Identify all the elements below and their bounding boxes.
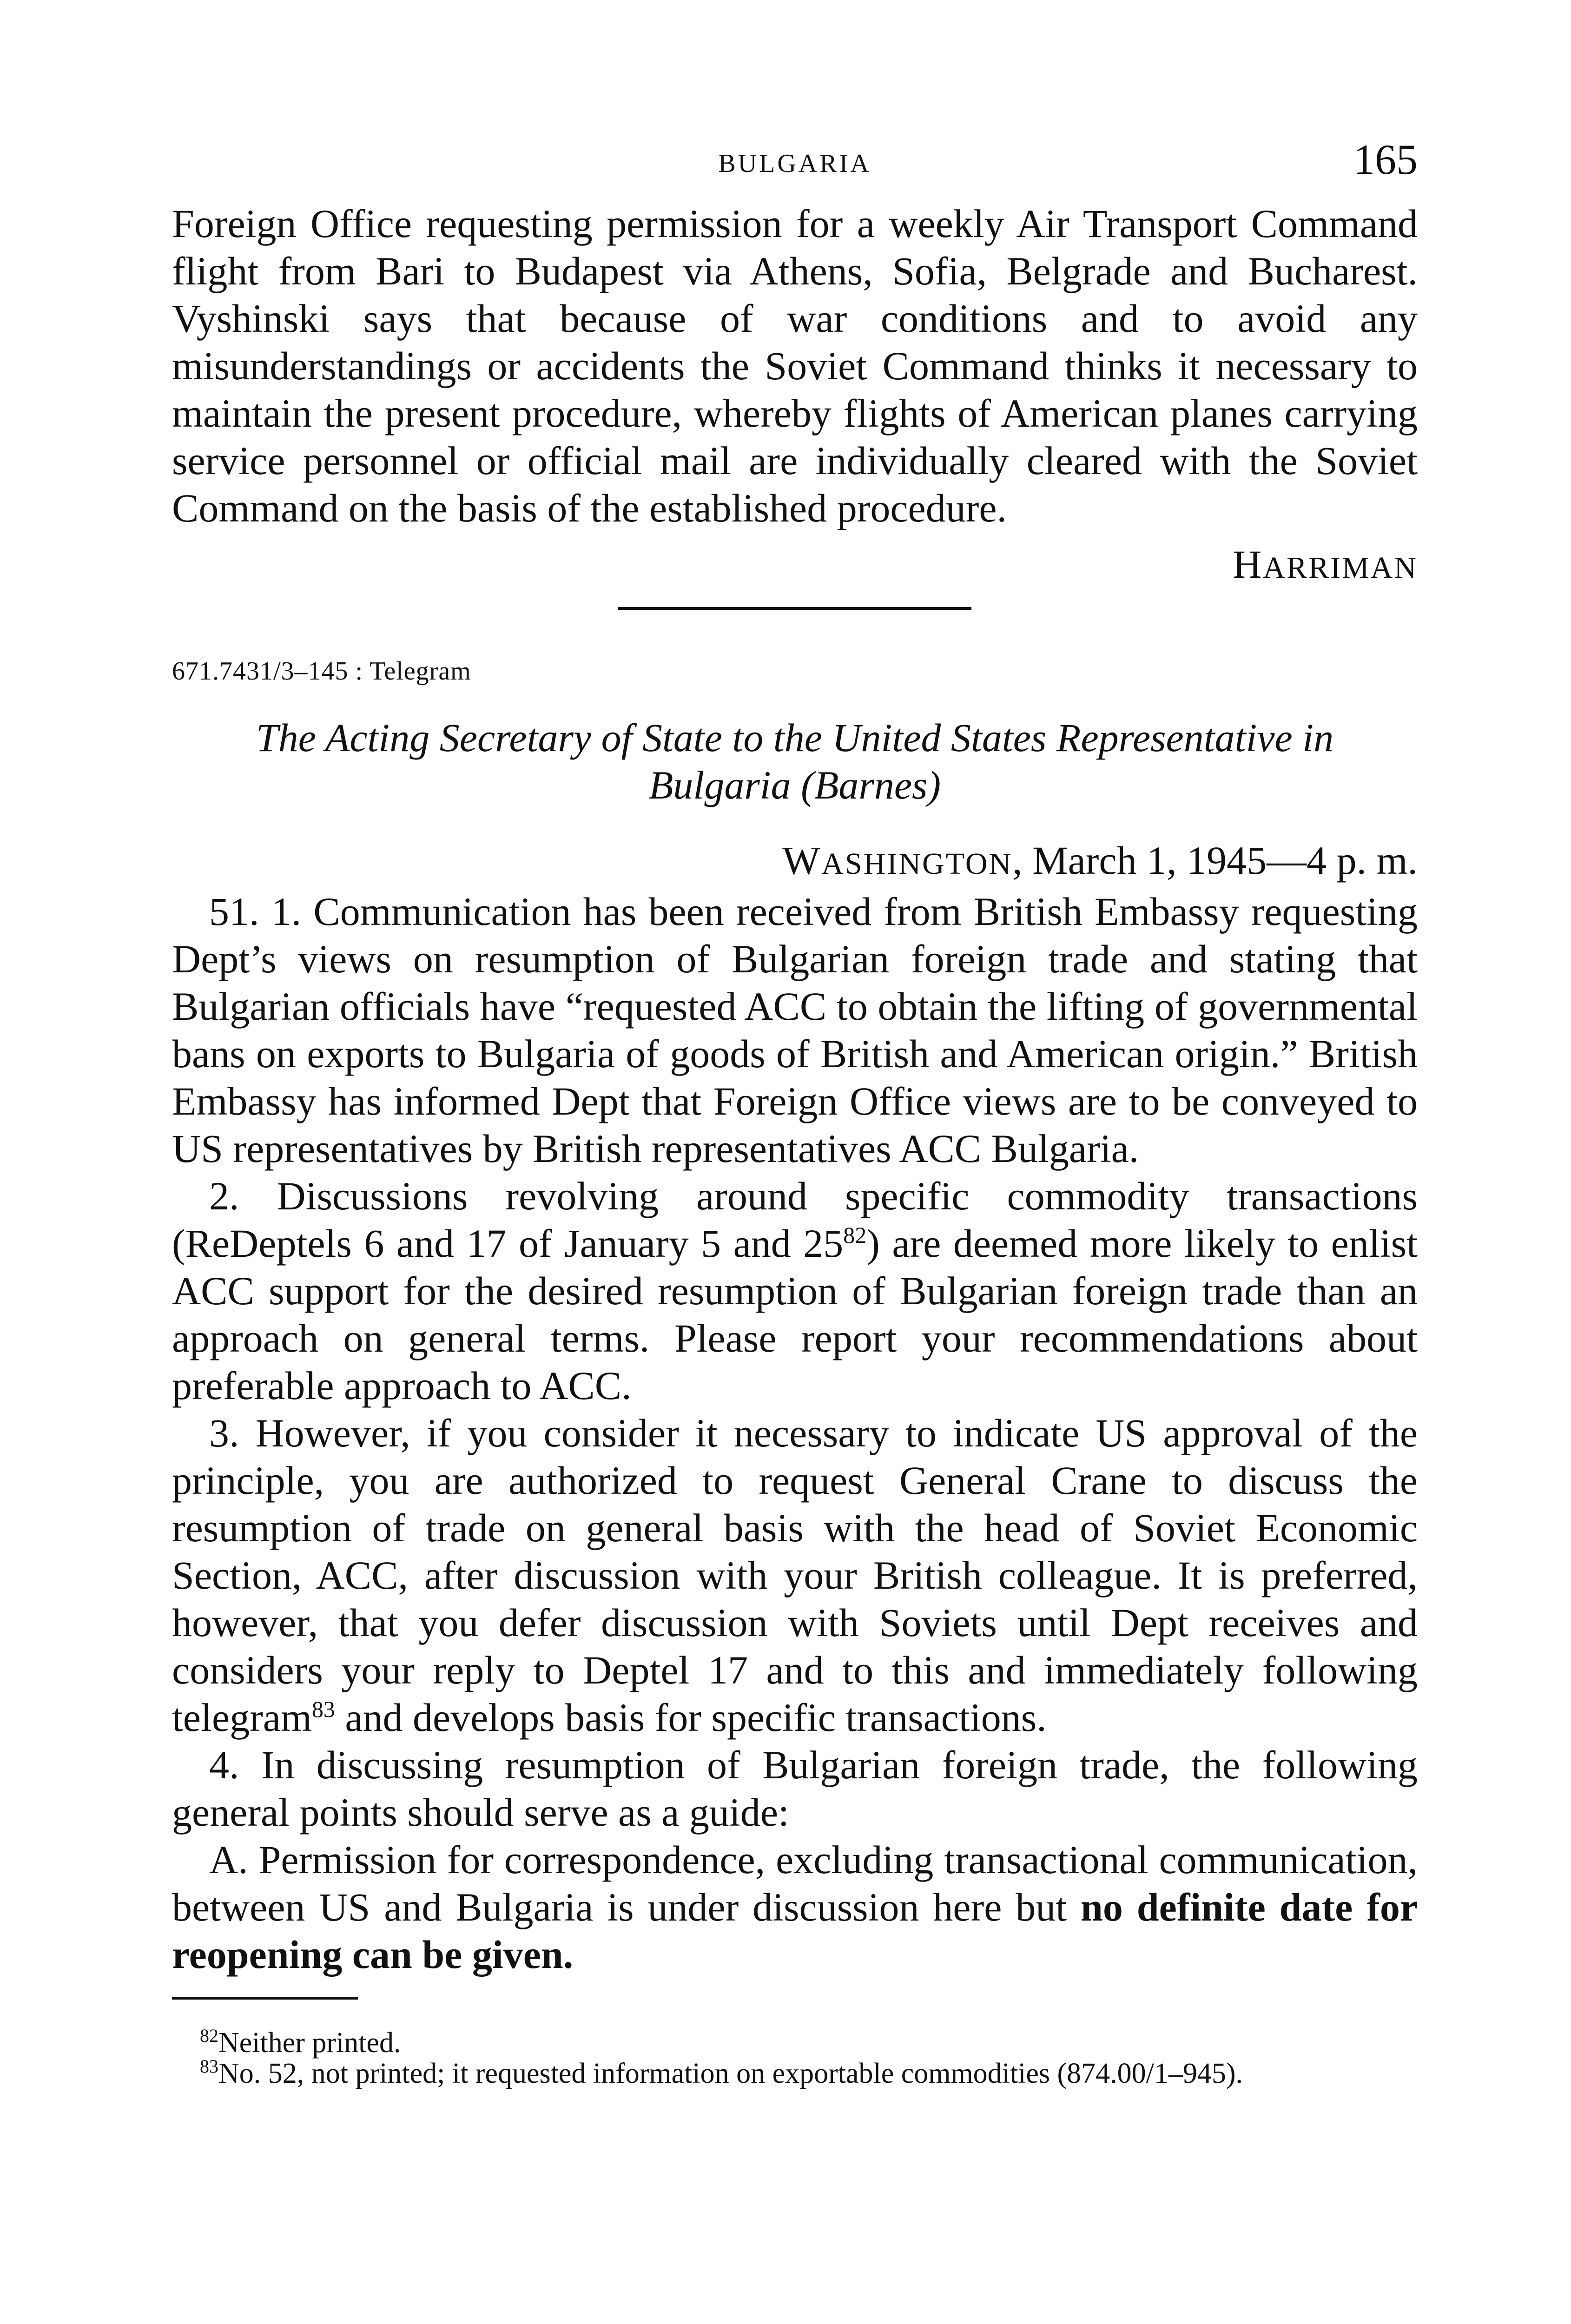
dateline-place <box>782 838 1013 883</box>
file-reference: 671.7431/3–145 : Telegram <box>172 657 471 686</box>
continued-paragraph: Foreign Office requesting permission for a weekly Air Transport Command flight from Bari to Budapest via Athens, Sofia, Belgrade and Bucharest. Vyshinski says that because of war conditions and to avoid any misunderstandings or accidents the Soviet Command thinks it necessary to maintain the present procedure, whereby flights of American planes carrying service personnel or official mail are individually cleared with the Soviet Command on the basis of the established procedure. <box>172 201 1418 530</box>
dateline-date: , March 1, 1945—4 p. m. <box>1012 838 1418 883</box>
paragraph-a-text: A. Permission for correspondence, excluding transactional communication, between US and Bulgaria is under discussion here but <box>172 1837 1418 1929</box>
page-header <box>172 135 1418 200</box>
document-title <box>172 714 1418 809</box>
page-number: 165 <box>1353 136 1418 183</box>
footnote-text-83: No. 52, not printed; it requested information on exportable commodities (874.00/1–945). <box>218 2058 1243 2089</box>
footnotes <box>172 2027 1418 2089</box>
footnote-82 <box>172 2027 1418 2058</box>
paragraph-3-text-b: and develops basis for specific transactions. <box>335 1695 1047 1740</box>
paragraph-a-bold-text: no definite date for reopening can be given. <box>172 1885 1418 1977</box>
footnote-83 <box>172 2058 1418 2089</box>
paragraph-3 <box>172 1409 1418 1741</box>
paragraph-2 <box>172 1172 1418 1409</box>
signature-initial: H <box>1233 542 1263 587</box>
section-divider <box>618 607 971 610</box>
footnote-divider <box>172 1997 358 2000</box>
paragraph-1: 51. 1. Communication has been received from British Embassy requesting Dept’s views on resumption of Bulgarian foreign trade and stating that Bulgarian officials have “requested ACC to obtain the lifting of governmental bans on exports to Bulgaria of goods of British and American origin.” British Embassy has informed Dept that Foreign Office views are to be conveyed to US representatives by British representatives ACC Bulgaria. <box>172 889 1418 1171</box>
paragraph-2-text-a: 2. Discussions revolving around specific commodity transactions (ReDeptels 6 and 17 of January 5 and 25 <box>172 1174 1418 1266</box>
dateline-place-initial: W <box>782 838 822 883</box>
document-title-line-2: Bulgaria (Barnes) <box>648 763 941 807</box>
running-head: BULGARIA <box>718 149 871 178</box>
dateline-place-rest: ASHINGTON <box>821 847 1013 881</box>
document-page <box>172 135 1418 2089</box>
signature <box>172 541 1418 587</box>
document-title-line-1: The Acting Secretary of State to the United States Representative in <box>256 715 1334 760</box>
dateline <box>172 837 1418 888</box>
paragraph-2-text-b: ) are deemed more likely to enlist ACC support for the desired resumption of Bulgarian foreign trade than an approach on general terms. Please report your recommendations about preferable approach to ACC. <box>172 1221 1418 1408</box>
footnote-ref-82: 82 <box>843 1222 867 1248</box>
paragraph-3-text-a: 3. However, if you consider it necessary to indicate US approval of the principle, you are authorized to request General Crane to discuss the resumption of trade on general basis with the head of Soviet Economic Section, ACC, after discussion with your British colleague. It is preferred, however, that you defer discussion with Soviets until Dept receives and considers your reply to Deptel 17 and to this and immediately following telegram <box>172 1411 1418 1740</box>
footnote-text-82: Neither printed. <box>218 2027 401 2059</box>
paragraph-4: 4. In discussing resumption of Bulgarian foreign trade, the following general points should serve as a guide: <box>172 1743 1418 1835</box>
footnote-mark-83: 83 <box>200 2056 218 2077</box>
signature-rest: ARRIMAN <box>1263 551 1418 585</box>
paragraph-a <box>172 1836 1418 1978</box>
footnote-ref-83: 83 <box>311 1696 335 1722</box>
footnote-mark-82: 82 <box>200 2025 218 2046</box>
